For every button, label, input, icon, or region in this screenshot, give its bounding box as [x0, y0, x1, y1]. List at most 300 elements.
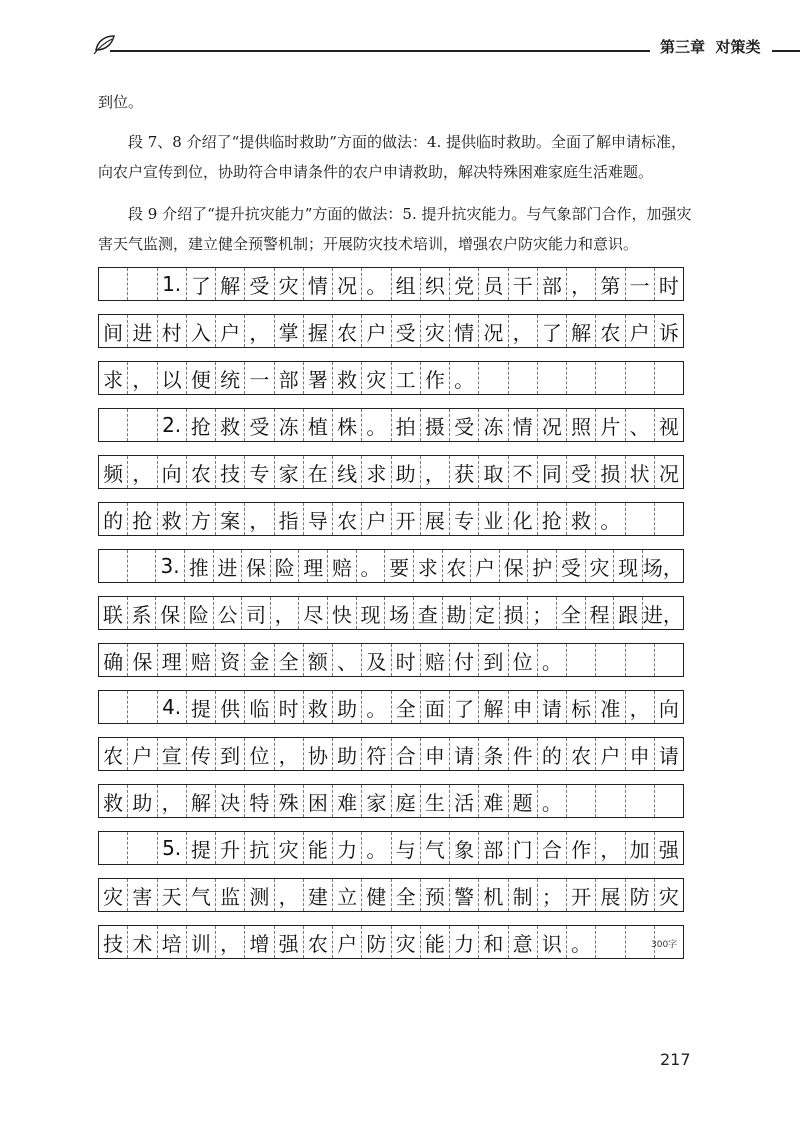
grid-cell: [128, 691, 157, 723]
grid-cell: 业: [479, 503, 508, 535]
grid-cell: 农: [567, 738, 596, 770]
grid-cell: 植: [304, 409, 333, 441]
grid-cell: 立: [333, 879, 362, 911]
grid-cell: 的: [99, 503, 128, 535]
grid-cell: 展: [596, 879, 625, 911]
grid-cell: 进: [128, 315, 157, 347]
grid-cell: 全: [392, 691, 421, 723]
grid-cell: 加: [626, 832, 655, 864]
grid-cell: 便: [187, 362, 216, 394]
grid-cell: 测: [245, 879, 274, 911]
grid-cell: ；: [538, 879, 567, 911]
grid-cell: 生: [421, 785, 450, 817]
grid-cell: 和: [479, 926, 508, 958]
grid-cell: 村: [158, 315, 187, 347]
grid-cell: 干: [509, 268, 538, 300]
grid-cell: 面: [421, 691, 450, 723]
grid-cell: 方: [187, 503, 216, 535]
grid-cell: 部: [538, 268, 567, 300]
grid-cell: [509, 362, 538, 394]
grid-cell: 户: [626, 315, 655, 347]
grid-cell: [99, 550, 128, 582]
grid-cell: 险: [271, 550, 300, 582]
grid-cell: 天: [158, 879, 187, 911]
grid-cell: 摄: [421, 409, 450, 441]
grid-cell: 员: [479, 268, 508, 300]
grid-cell: 气: [187, 879, 216, 911]
grid-cell: 情: [509, 409, 538, 441]
grid-cell: 建: [304, 879, 333, 911]
header-chapter: 第三章: [660, 38, 706, 56]
grid-cell: 场: [385, 597, 414, 629]
grid-cell: 资: [216, 644, 245, 676]
grid-cell: 保: [242, 550, 271, 582]
grid-cell: 赔: [421, 644, 450, 676]
grid-cell: [567, 644, 596, 676]
grid-cell: 。: [538, 785, 567, 817]
grid-cell: 合: [392, 738, 421, 770]
grid-cell: 提: [187, 691, 216, 723]
grid-cell: 部: [479, 832, 508, 864]
grid-cell: 题: [509, 785, 538, 817]
grid-cell: 特: [245, 785, 274, 817]
grid-cell: 机: [479, 879, 508, 911]
grid-cell: 在: [304, 456, 333, 488]
grid-cell: 第: [596, 268, 625, 300]
grid-cell: 准: [596, 691, 625, 723]
grid-cell: 获: [450, 456, 479, 488]
grid-cell: 申: [626, 738, 655, 770]
grid-cell: 况: [538, 409, 567, 441]
grid-cell: 。: [362, 832, 391, 864]
grid-cell: 联: [99, 597, 128, 629]
grid-cell: 公: [214, 597, 243, 629]
grid-row: [98, 267, 684, 301]
grid-cell: 害: [128, 879, 157, 911]
grid-cell: 。: [362, 409, 391, 441]
grid-cell: 株: [333, 409, 362, 441]
grid-cell: 掌: [275, 315, 304, 347]
grid-cell: 气: [421, 832, 450, 864]
grid-cell: 农: [99, 738, 128, 770]
leaf-sprout-icon: [92, 30, 118, 56]
grid-cell: 难: [479, 785, 508, 817]
grid-cell: 力: [450, 926, 479, 958]
grid-cell: 提: [187, 832, 216, 864]
grid-cell: 织: [421, 268, 450, 300]
grid-cell: 不: [509, 456, 538, 488]
paragraph-continuation: 到位。: [98, 93, 144, 111]
grid-cell: 灾: [99, 879, 128, 911]
grid-cell: 快: [328, 597, 357, 629]
grid-cell: 间: [99, 315, 128, 347]
grid-cell: 能: [421, 926, 450, 958]
grid-row: [98, 878, 684, 912]
grid-cell: [128, 550, 157, 582]
grid-cell: 灾: [586, 550, 615, 582]
grid-cell: 赔: [328, 550, 357, 582]
grid-cell: 。: [567, 926, 596, 958]
grid-cell: 工: [392, 362, 421, 394]
grid-cell: 勘: [443, 597, 472, 629]
grid-cell: 入: [187, 315, 216, 347]
grid-cell: 付: [450, 644, 479, 676]
grid-cell: 诉: [658, 320, 679, 345]
grid-cell: 要: [385, 550, 414, 582]
grid-cell: 农: [333, 503, 362, 535]
grid-cell: 制: [509, 879, 538, 911]
grid-cell: [596, 644, 625, 676]
grid-cell: ，: [509, 315, 538, 347]
grid-cell: 了: [538, 315, 567, 347]
grid-cell: [567, 785, 596, 817]
grid-cell: 请: [450, 738, 479, 770]
grid-cell: 。: [596, 503, 625, 535]
grid-cell: 请: [658, 743, 679, 768]
grid-cell: 求: [362, 456, 391, 488]
grid-cell: 庭: [392, 785, 421, 817]
grid-row: [98, 643, 684, 677]
grid-cell: 全: [557, 597, 586, 629]
grid-cell: 指: [275, 503, 304, 535]
grid-cell: 视: [658, 414, 679, 439]
grid-cell: 象: [450, 832, 479, 864]
grid-cell: 。: [450, 362, 479, 394]
grid-cell: 统: [216, 362, 245, 394]
grid-cell: 条: [479, 738, 508, 770]
grid-cell: 求: [99, 362, 128, 394]
grid-row: [98, 784, 684, 818]
grid-cell: 理: [299, 550, 328, 582]
grid-cell: 助: [392, 456, 421, 488]
grid-cell: 理: [158, 644, 187, 676]
grid-cell: 救: [216, 409, 245, 441]
grid-row: [98, 361, 684, 395]
grid-cell: 解: [216, 268, 245, 300]
grid-cell: 救: [567, 503, 596, 535]
grid-cell: [99, 691, 128, 723]
grid-cell: 求: [414, 550, 443, 582]
grid-cell: 握: [304, 315, 333, 347]
grid-cell: 4.: [158, 691, 187, 723]
grid-row: [98, 408, 684, 442]
grid-cell: 金: [245, 644, 274, 676]
grid-cell: 、: [333, 644, 362, 676]
grid-cell: 。: [538, 644, 567, 676]
grid-cell: 户: [128, 738, 157, 770]
grid-cell: 临: [245, 691, 274, 723]
grid-cell: 灾: [421, 315, 450, 347]
grid-cell: 况: [333, 268, 362, 300]
grid-cell: 农: [333, 315, 362, 347]
grid-cell: ，: [216, 926, 245, 958]
grid-cell: 预: [421, 879, 450, 911]
grid-cell: [626, 362, 655, 394]
grid-cell: 技: [99, 926, 128, 958]
grid-cell: 警: [450, 879, 479, 911]
grid-cell: 识: [538, 926, 567, 958]
grid-cell: 救: [158, 503, 187, 535]
grid-cell: 全: [392, 879, 421, 911]
grid-cell: 户: [471, 550, 500, 582]
grid-cell: 灾: [362, 362, 391, 394]
grid-cell: 跟: [614, 597, 643, 629]
grid-cell: 党: [450, 268, 479, 300]
grid-cell: [655, 785, 683, 817]
grid-cell: 专: [245, 456, 274, 488]
grid-cell: 解: [567, 315, 596, 347]
grid-cell: [479, 362, 508, 394]
grid-cell: 开: [567, 879, 596, 911]
grid-cell: 线: [333, 456, 362, 488]
grid-cell: 申: [509, 691, 538, 723]
grid-cell: 受: [567, 456, 596, 488]
grid-cell: 升: [216, 832, 245, 864]
grid-cell: 位: [245, 738, 274, 770]
grid-cell: ，: [158, 785, 187, 817]
grid-cell: 防: [626, 879, 655, 911]
grid-cell: 频: [99, 456, 128, 488]
grid-row: [98, 831, 684, 865]
grid-cell: 救: [99, 785, 128, 817]
answer-grid: [98, 267, 684, 972]
grid-cell: 时: [392, 644, 421, 676]
grid-cell: 片: [596, 409, 625, 441]
grid-cell: 保: [500, 550, 529, 582]
grid-cell: [626, 503, 655, 535]
grid-cell: 状: [626, 456, 655, 488]
grid-cell: 农: [187, 456, 216, 488]
grid-cell: 救: [304, 691, 333, 723]
grid-cell: 培: [158, 926, 187, 958]
grid-cell: 取: [479, 456, 508, 488]
grid-cell: 户: [362, 315, 391, 347]
paragraph-section-7-8: 段 7、8 介绍了“提供临时救助”方面的做法：4. 提供临时救助。全面了解申请标准，向农户宣传到位，协助符合申请条件的农户申请救助，解决特殊困难家庭生活难题。: [98, 133, 687, 181]
grid-cell: [655, 362, 683, 394]
grid-cell: 户: [362, 503, 391, 535]
grid-cell: 活: [450, 785, 479, 817]
grid-cell: 到: [216, 738, 245, 770]
page-number: 217: [660, 1050, 691, 1069]
grid-cell: ；: [528, 597, 557, 629]
grid-cell: 向: [658, 696, 679, 721]
grid-cell: 决: [216, 785, 245, 817]
grid-cell: 同: [538, 456, 567, 488]
grid-cell: 抢: [538, 503, 567, 535]
grid-cell: 受: [450, 409, 479, 441]
grid-cell: 查: [414, 597, 443, 629]
grid-cell: 的: [538, 738, 567, 770]
grid-cell: 损: [500, 597, 529, 629]
grid-cell: 。: [362, 268, 391, 300]
grid-cell: 请: [538, 691, 567, 723]
grid-cell: ，: [128, 362, 157, 394]
grid-cell: ，: [275, 738, 304, 770]
grid-cell: 案: [216, 503, 245, 535]
grid-cell: 展: [421, 503, 450, 535]
grid-cell: [655, 644, 683, 676]
grid-cell: 冻: [479, 409, 508, 441]
grid-cell: ，: [275, 879, 304, 911]
grid-cell: 险: [185, 597, 214, 629]
grid-cell: 件: [509, 738, 538, 770]
grid-cell: 能: [304, 832, 333, 864]
grid-cell: 专: [450, 503, 479, 535]
grid-cell: [128, 409, 157, 441]
grid-cell: 抢: [187, 409, 216, 441]
grid-cell: 灾: [275, 268, 304, 300]
grid-cell: 户: [333, 926, 362, 958]
grid-cell: 系: [128, 597, 157, 629]
grid-cell: 农: [596, 315, 625, 347]
grid-cell: 灾: [275, 832, 304, 864]
grid-cell: [655, 503, 683, 535]
grid-cell: 防: [362, 926, 391, 958]
grid-cell: [596, 785, 625, 817]
grid-cell: 符: [362, 738, 391, 770]
grid-cell: 助: [333, 738, 362, 770]
grid-cell: ，: [596, 832, 625, 864]
grid-cell: 到: [479, 644, 508, 676]
grid-cell: 了: [187, 268, 216, 300]
grid-cell: 。: [357, 550, 386, 582]
grid-cell: 、: [626, 409, 655, 441]
grid-cell: 意: [509, 926, 538, 958]
grid-cell: 助: [333, 691, 362, 723]
grid-cell: [99, 268, 128, 300]
header-rule-left: [110, 50, 650, 52]
grid-cell: 推: [185, 550, 214, 582]
grid-row: [98, 549, 684, 583]
grid-cell: 护: [528, 550, 557, 582]
grid-cell: 开: [392, 503, 421, 535]
page-header: [92, 30, 777, 60]
grid-cell: 损: [596, 456, 625, 488]
grid-cell: 受: [245, 409, 274, 441]
grid-cell: 救: [333, 362, 362, 394]
grid-cell: 训: [187, 926, 216, 958]
grid-cell: [626, 644, 655, 676]
grid-cell: 照: [567, 409, 596, 441]
grid-cell: 署: [304, 362, 333, 394]
grid-cell: 1.: [158, 268, 187, 300]
grid-cell: [128, 832, 157, 864]
grid-cell: 化: [509, 503, 538, 535]
grid-cell: 额: [304, 644, 333, 676]
grid-cell: ，: [626, 691, 655, 723]
grid-cell: 现: [614, 550, 643, 582]
grid-cell: 场，: [642, 555, 683, 580]
grid-cell: 全: [275, 644, 304, 676]
grid-cell: 困: [304, 785, 333, 817]
grid-cell: 申: [421, 738, 450, 770]
grid-cell: 司: [242, 597, 271, 629]
grid-cell: 合: [538, 832, 567, 864]
grid-cell: 门: [509, 832, 538, 864]
grid-cell: 时: [275, 691, 304, 723]
grid-cell: 农: [443, 550, 472, 582]
grid-cell: 强: [658, 837, 679, 862]
grid-row: [98, 502, 684, 536]
grid-cell: ，: [567, 268, 596, 300]
grid-cell: 助: [128, 785, 157, 817]
grid-cell: ，: [128, 456, 157, 488]
grid-row: [98, 690, 684, 724]
grid-cell: 了: [450, 691, 479, 723]
header-chapter-title: [660, 36, 760, 57]
grid-cell: ，: [245, 503, 274, 535]
grid-cell: 宣: [158, 738, 187, 770]
grid-cell: 家: [362, 785, 391, 817]
grid-cell: 灾: [392, 926, 421, 958]
grid-cell: 。: [362, 691, 391, 723]
grid-cell: [128, 268, 157, 300]
grid-cell: 监: [216, 879, 245, 911]
grid-cell: 现: [357, 597, 386, 629]
grid-cell: ，: [421, 456, 450, 488]
grid-cell: 3.: [156, 550, 185, 582]
grid-cell: ，: [245, 315, 274, 347]
grid-cell: 增: [245, 926, 274, 958]
grid-cell: [99, 409, 128, 441]
grid-cell: 传: [187, 738, 216, 770]
grid-cell: 情: [304, 268, 333, 300]
grid-cell: [626, 785, 655, 817]
grid-cell: 灾: [658, 884, 679, 909]
grid-cell: 受: [557, 550, 586, 582]
header-rule-right: [772, 50, 800, 52]
grid-cell: 进: [214, 550, 243, 582]
grid-cell: 健: [362, 879, 391, 911]
grid-cell: 户: [596, 738, 625, 770]
grid-cell: 保: [156, 597, 185, 629]
grid-row: [98, 314, 684, 348]
word-count-label: 300字: [651, 940, 678, 950]
grid-cell: 与: [392, 832, 421, 864]
header-category: 对策类: [715, 38, 761, 56]
grid-cell: 定: [471, 597, 500, 629]
grid-cell: 导: [304, 503, 333, 535]
grid-cell: 力: [333, 832, 362, 864]
grid-cell: 组: [392, 268, 421, 300]
grid-cell: 供: [216, 691, 245, 723]
grid-cell: 解: [479, 691, 508, 723]
grid-cell: 冻: [275, 409, 304, 441]
grid-cell: 难: [333, 785, 362, 817]
grid-cell: 一: [245, 362, 274, 394]
grid-cell: 殊: [275, 785, 304, 817]
grid-cell: [567, 362, 596, 394]
grid-cell: 5.: [158, 832, 187, 864]
grid-cell: [596, 362, 625, 394]
grid-cell: 保: [128, 644, 157, 676]
grid-cell: [596, 926, 625, 958]
grid-cell: 位: [509, 644, 538, 676]
grid-cell: 作: [421, 362, 450, 394]
grid-cell: [538, 362, 567, 394]
grid-cell: 情: [450, 315, 479, 347]
grid-cell: 农: [304, 926, 333, 958]
grid-cell: 抗: [245, 832, 274, 864]
grid-cell: 解: [187, 785, 216, 817]
grid-row: [98, 925, 684, 959]
grid-cell: 进，: [642, 602, 683, 627]
grid-cell: 程: [586, 597, 615, 629]
grid-cell: 受: [245, 268, 274, 300]
grid-cell: 况: [479, 315, 508, 347]
grid-cell: 及: [362, 644, 391, 676]
grid-cell: 标: [567, 691, 596, 723]
